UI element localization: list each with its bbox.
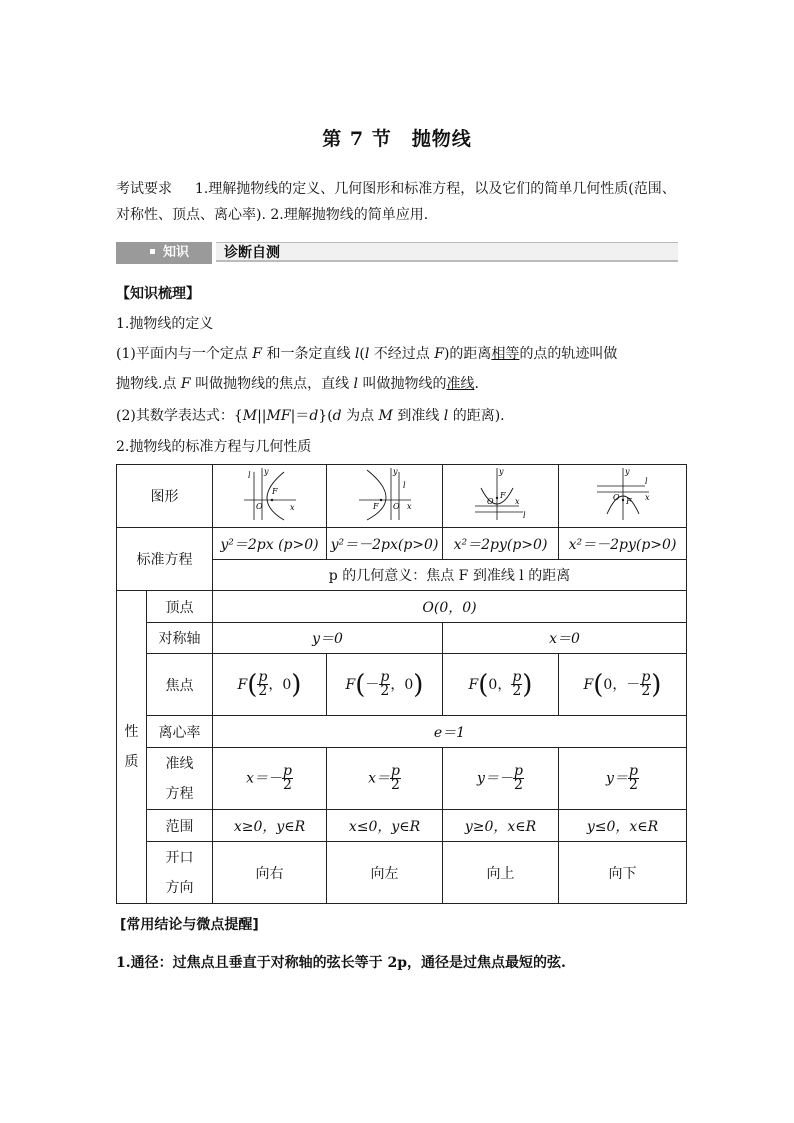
graph-down (559, 465, 687, 528)
axis-value-horizontal: y＝0 (213, 623, 443, 654)
row-graph (117, 465, 687, 528)
svg-text:O: O (255, 502, 263, 511)
opening-up: 向上 (443, 842, 559, 904)
definition-line-2: 抛物线.点 F 叫做抛物线的焦点，直线 l 叫做抛物线的准线. (116, 376, 479, 392)
svg-text:l: l (522, 511, 526, 520)
row-directrix (117, 748, 687, 810)
axis-label: 对称轴 (147, 623, 213, 654)
svg-text:l: l (644, 477, 648, 486)
svg-text:F: F (372, 502, 379, 511)
svg-text:O: O (612, 493, 620, 502)
exam-req-text: 1.理解抛物线的定义、几何图形和标准方程，以及它们的简单几何性质(范围、对称性、顶点、离心率). 2.理解抛物线的简单应用. (116, 181, 676, 223)
range-label: 范围 (147, 810, 213, 842)
svg-text:x: x (406, 502, 412, 511)
axis-value-vertical: x＝0 (443, 623, 687, 654)
directrix-up: y＝－ $\frac{p}{2}$ (443, 748, 559, 810)
range-right: x≥0，y∈R (213, 810, 327, 842)
eccentricity-label: 离心率 (147, 716, 213, 748)
row-axis (117, 623, 687, 654)
tips-heading: [常用结论与微点提醒] (120, 917, 259, 933)
definition-title: 1.抛物线的定义 (116, 316, 214, 332)
parabola-down-graph (593, 466, 653, 522)
page-title: 第 7 节 抛物线 (322, 128, 472, 150)
svg-text:y: y (498, 467, 504, 476)
std-eq-label: 标准方程 (117, 528, 213, 591)
conclusion-line: 1.通径：过焦点且垂直于对称轴的弦长等于 2p，通径是过焦点最短的弦. (116, 955, 566, 971)
standard-equation-title: 2.抛物线的标准方程与几何性质 (116, 439, 312, 455)
directrix-left: x＝ $\frac{p}{2}$ (327, 748, 443, 810)
p-meaning: p 的几何意义：焦点 F 到准线 l 的距离 (213, 560, 687, 591)
std-eq-down: x²＝－2py(p>0) (559, 528, 687, 560)
underlined-equal: 相等 (491, 346, 520, 362)
svg-text:y: y (263, 467, 269, 476)
parabola-left-graph (355, 466, 415, 522)
eccentricity-value: e＝1 (213, 716, 687, 748)
opening-left: 向左 (327, 842, 443, 904)
definition-line-1: (1)平面内与一个定点 F 和一条定直线 l(l 不经过点 F)的距离相等的点的轨迹叫做 (116, 346, 618, 362)
graph-right (213, 465, 327, 528)
row-eccentricity (117, 716, 687, 748)
range-left: x≤0，y∈R (327, 810, 443, 842)
square-bullet-icon (150, 249, 155, 254)
vertex-value: O(0，0) (213, 591, 687, 623)
opening-label: 开口 方向 (147, 842, 213, 904)
opening-down: 向下 (559, 842, 687, 904)
svg-text:l: l (402, 481, 406, 490)
range-up: y≥0，x∈R (443, 810, 559, 842)
directrix-down: y＝ $\frac{p}{2}$ (559, 748, 687, 810)
std-eq-left: y²＝－2px(p>0) (327, 528, 443, 560)
focus-label: 焦点 (147, 654, 213, 716)
graph-up (443, 465, 559, 528)
exam-requirements (116, 176, 686, 228)
banner-heading: 诊断自测 (216, 242, 678, 262)
svg-text:l: l (247, 471, 251, 480)
svg-text:y: y (392, 467, 398, 476)
exam-req-label: 考试要求 (116, 181, 172, 197)
row-standard-equation (117, 528, 687, 560)
focus-up: F(0， $\frac{p}{2}$ ) (443, 654, 559, 716)
svg-text:O: O (392, 502, 400, 511)
std-eq-up: x²＝2py(p>0) (443, 528, 559, 560)
range-down: y≤0，x∈R (559, 810, 687, 842)
svg-text:F: F (499, 491, 506, 500)
svg-text:y: y (624, 467, 630, 476)
focus-left: F(－ $\frac{p}{2}$ ，0) (327, 654, 443, 716)
banner-tab-knowledge: 知识 (116, 242, 212, 264)
svg-text:x: x (289, 503, 295, 512)
svg-text:x: x (644, 493, 650, 502)
svg-text:O: O (486, 497, 494, 506)
row-opening (117, 842, 687, 904)
properties-table (116, 464, 687, 904)
underlined-directrix: 准线 (446, 376, 475, 392)
vertex-label: 顶点 (147, 591, 213, 623)
section-banner (116, 242, 678, 264)
properties-label: 性 质 (117, 591, 147, 904)
std-eq-right: y²＝2px (p>0) (213, 528, 327, 560)
row-focus (117, 654, 687, 716)
svg-text:x: x (514, 497, 520, 506)
row-vertex (117, 591, 687, 623)
svg-text:F: F (625, 497, 632, 506)
svg-text:F: F (271, 487, 278, 496)
directrix-right: x＝－ $\frac{p}{2}$ (213, 748, 327, 810)
focus-down: F(0，－ $\frac{p}{2}$ ) (559, 654, 687, 716)
parabola-up-graph (471, 466, 531, 522)
opening-right: 向右 (213, 842, 327, 904)
graph-label: 图形 (117, 465, 213, 528)
graph-left (327, 465, 443, 528)
section-heading: 【知识梳理】 (116, 286, 200, 302)
definition-expression: (2)其数学表达式：{M||MF|＝d}(d 为点 M 到准线 l 的距离). (116, 408, 505, 424)
directrix-label: 准线 方程 (147, 748, 213, 810)
focus-right: F( $\frac{p}{2}$ ，0) (213, 654, 327, 716)
parabola-right-graph (240, 466, 300, 522)
row-range (117, 810, 687, 842)
